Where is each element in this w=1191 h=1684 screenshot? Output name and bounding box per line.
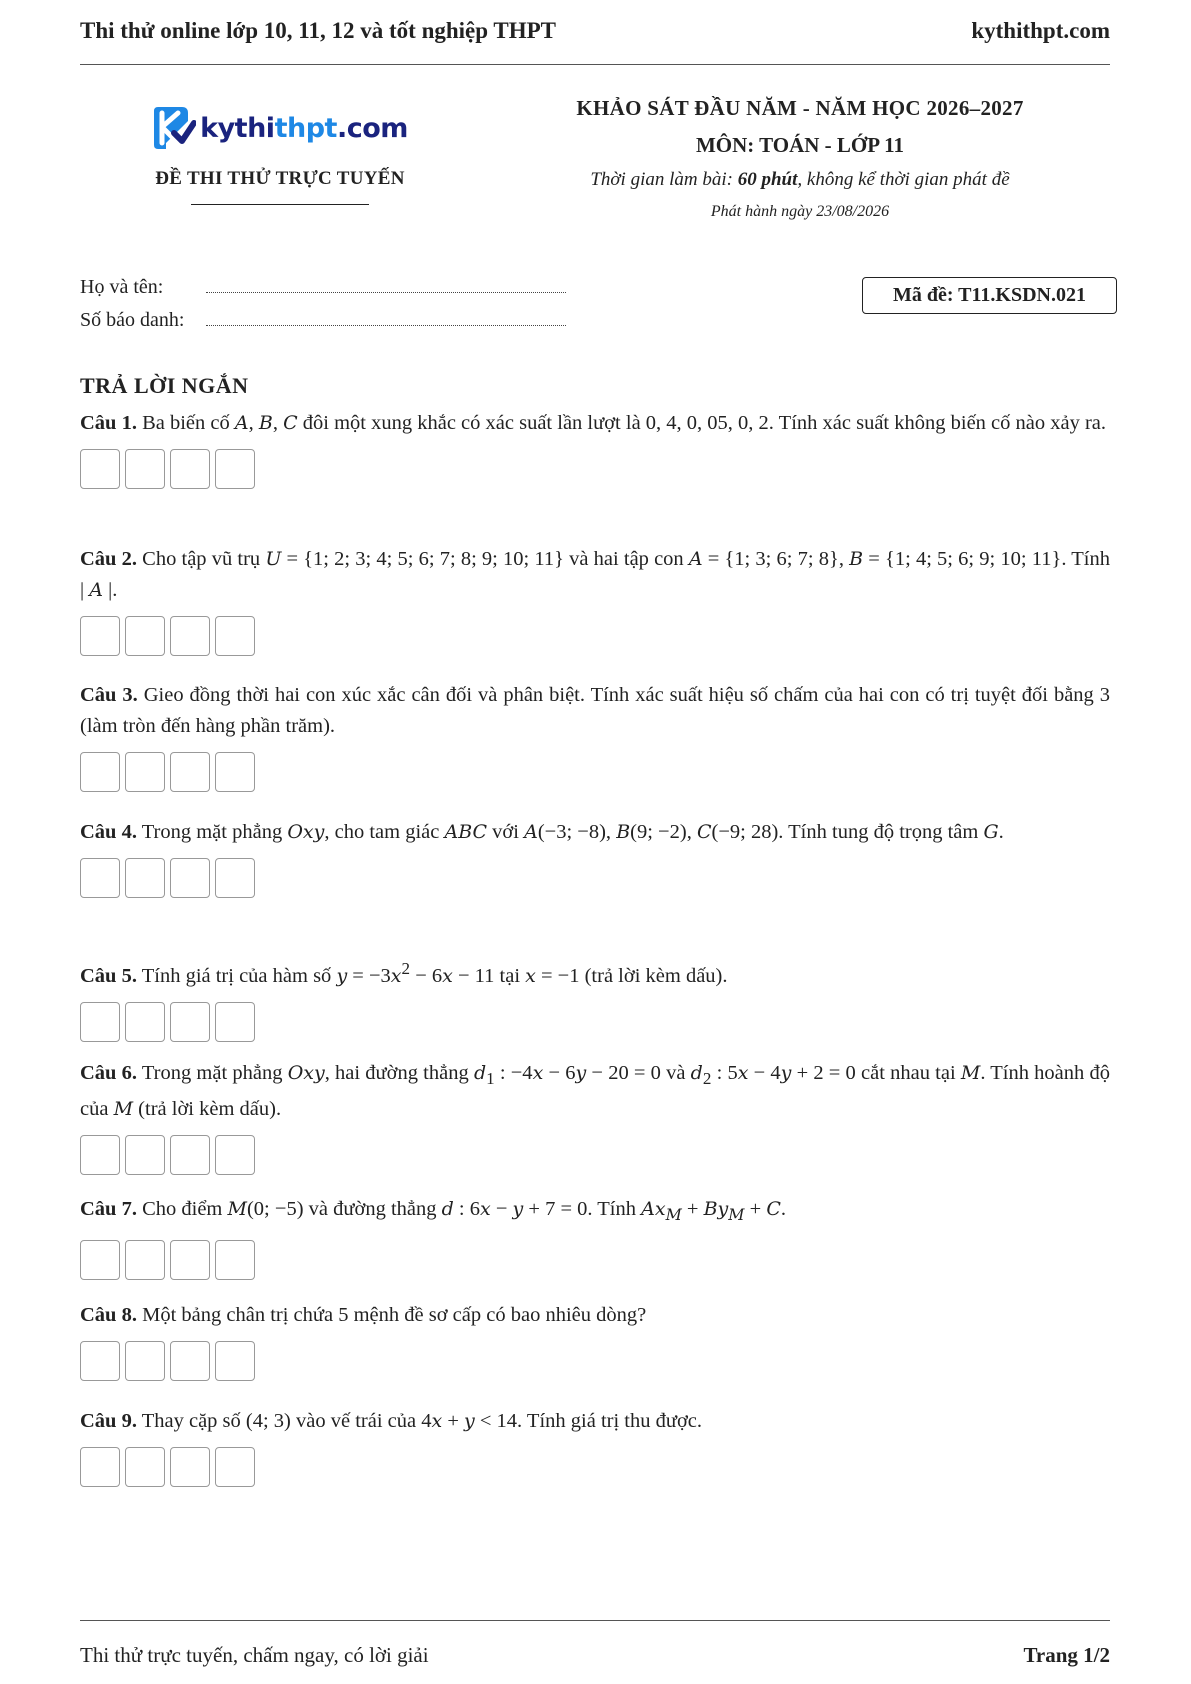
answer-boxes	[80, 1240, 1110, 1280]
question-body: Trong mặt phẳng Oxy, hai đường thẳng $d_1$ : −4x − 6y − 20 = 0 và $d_2$ : 5x − 4y + 2 = 0 cắt nhau tại M. Tính hoành độ của M (trả lời kèm dấu).	[80, 1062, 1110, 1121]
logo-wordmark: kythithpt.com	[200, 112, 408, 144]
answer-digit-box[interactable]	[215, 1135, 255, 1175]
brand-block	[140, 100, 420, 205]
answer-boxes	[80, 858, 1110, 898]
question-number: Câu 3.	[80, 684, 138, 706]
exam-title: KHẢO SÁT ĐẦU NĂM - NĂM HỌC 2026–2027	[576, 96, 1024, 120]
question-number: Câu 8.	[80, 1304, 137, 1326]
answer-boxes	[80, 1341, 1110, 1381]
exam-code-box: Mã đề: T11.KSDN.021	[862, 277, 1117, 314]
question-number: Câu 2.	[80, 548, 137, 570]
answer-digit-box[interactable]	[125, 1135, 165, 1175]
brand-divider	[191, 204, 369, 205]
answer-digit-box[interactable]	[170, 449, 210, 489]
question-text	[80, 953, 1110, 992]
question-body: Cho điểm M(0; −5) và đường thẳng d : 6x − y + 7 = 0. Tính $Ax_M + By_M + C$.	[136, 1198, 786, 1224]
question-text	[80, 544, 1110, 606]
answer-boxes	[80, 616, 1110, 656]
question-3	[80, 680, 1110, 792]
question-text	[80, 680, 1110, 742]
answer-digit-box[interactable]	[215, 1341, 255, 1381]
answer-boxes	[80, 1447, 1110, 1487]
answer-digit-box[interactable]	[215, 616, 255, 656]
page-number: Trang 1/2	[1023, 1643, 1110, 1667]
answer-digit-box[interactable]	[125, 1002, 165, 1042]
question-text	[80, 408, 1110, 439]
candidate-info	[80, 266, 566, 332]
exam-time: Thời gian làm bài: 60 phút, không kể thời gian phát đề	[590, 169, 1010, 190]
answer-digit-box[interactable]	[170, 1447, 210, 1487]
header-site-link[interactable]: kythithpt.com	[971, 18, 1110, 43]
question-body: Tính giá trị của hàm số $y = -3x^2 - 6x - 11$ tại x = −1 (trả lời kèm dấu).	[136, 959, 728, 987]
answer-digit-box[interactable]	[80, 1240, 120, 1280]
answer-boxes	[80, 449, 1110, 489]
question-6	[80, 1058, 1110, 1175]
question-text	[80, 817, 1110, 848]
question-text	[80, 1058, 1110, 1125]
answer-boxes	[80, 1135, 1110, 1175]
id-label: Số báo danh:	[80, 309, 185, 331]
question-text	[80, 1194, 1110, 1230]
question-9	[80, 1406, 1110, 1487]
answer-digit-box[interactable]	[170, 1240, 210, 1280]
question-number: Câu 1.	[80, 412, 137, 434]
header-left-text: Thi thử online lớp 10, 11, 12 và tốt nghiệp THPT	[80, 18, 556, 43]
answer-digit-box[interactable]	[170, 616, 210, 656]
answer-digit-box[interactable]	[170, 1135, 210, 1175]
question-body: Thay cặp số (4; 3) vào vế trái của 4x + y < 14. Tính giá trị thu được.	[136, 1410, 703, 1432]
question-text	[80, 1406, 1110, 1437]
answer-digit-box[interactable]	[215, 1002, 255, 1042]
question-body: Một bảng chân trị chứa 5 mệnh đề sơ cấp có bao nhiêu dòng?	[136, 1304, 647, 1326]
exam-release-date: Phát hành ngày 23/08/2026	[710, 203, 890, 220]
answer-digit-box[interactable]	[80, 1447, 120, 1487]
answer-digit-box[interactable]	[215, 1447, 255, 1487]
question-body: Trong mặt phẳng Oxy, cho tam giác ABC với A(−3; −8), B(9; −2), C(−9; 28). Tính tung độ trọng tâm G.	[136, 821, 1004, 843]
question-body: Cho tập vũ trụ U = {1; 2; 3; 4; 5; 6; 7; 8; 9; 10; 11} và hai tập con A = {1; 3; 6; 7; 8}, B = {1; 4; 5; 6; 9; 10; 11}. Tính | A |.	[80, 548, 1110, 601]
answer-digit-box[interactable]	[125, 752, 165, 792]
answer-boxes	[80, 752, 1110, 792]
question-number: Câu 5.	[80, 964, 137, 987]
question-4	[80, 817, 1110, 898]
answer-digit-box[interactable]	[170, 1341, 210, 1381]
logo	[140, 100, 420, 156]
answer-digit-box[interactable]	[80, 1341, 120, 1381]
answer-digit-box[interactable]	[80, 449, 120, 489]
question-2	[80, 544, 1110, 656]
question-body: Ba biến cố A, B, C đôi một xung khắc có xác suất lần lượt là 0, 4, 0, 05, 0, 2. Tính xác suất không biến cố nào xảy ra.	[136, 412, 1107, 434]
answer-digit-box[interactable]	[215, 858, 255, 898]
question-1	[80, 408, 1110, 489]
exam-heading	[530, 96, 1070, 221]
question-text	[80, 1300, 1110, 1331]
logo-icon	[152, 103, 196, 153]
answer-boxes	[80, 1002, 1110, 1042]
footer-tagline: Thi thử trực tuyến, chấm ngay, có lời giải	[80, 1643, 429, 1667]
answer-digit-box[interactable]	[80, 616, 120, 656]
id-field[interactable]	[206, 324, 566, 326]
page-header	[80, 18, 1110, 65]
question-8	[80, 1300, 1110, 1381]
answer-digit-box[interactable]	[170, 858, 210, 898]
name-label: Họ và tên:	[80, 276, 164, 298]
answer-digit-box[interactable]	[125, 1240, 165, 1280]
question-7	[80, 1194, 1110, 1280]
question-body: Gieo đồng thời hai con xúc xắc cân đối và phân biệt. Tính xác suất hiệu số chấm của hai con có trị tuyệt đối bằng 3 (làm tròn đến hàng phần trăm).	[80, 684, 1110, 737]
answer-digit-box[interactable]	[125, 1447, 165, 1487]
question-5	[80, 953, 1110, 1042]
answer-digit-box[interactable]	[125, 616, 165, 656]
answer-digit-box[interactable]	[215, 1240, 255, 1280]
name-field[interactable]	[206, 291, 566, 293]
answer-digit-box[interactable]	[80, 1002, 120, 1042]
brand-subtitle: ĐỀ THI THỬ TRỰC TUYẾN	[155, 168, 405, 189]
answer-digit-box[interactable]	[215, 449, 255, 489]
answer-digit-box[interactable]	[125, 858, 165, 898]
answer-digit-box[interactable]	[80, 1135, 120, 1175]
answer-digit-box[interactable]	[215, 752, 255, 792]
section-title: TRẢ LỜI NGẮN	[80, 373, 249, 398]
question-number: Câu 9.	[80, 1410, 137, 1432]
exam-subject: MÔN: TOÁN - LỚP 11	[695, 133, 905, 157]
answer-digit-box[interactable]	[80, 752, 120, 792]
answer-digit-box[interactable]	[170, 1002, 210, 1042]
answer-digit-box[interactable]	[170, 752, 210, 792]
answer-digit-box[interactable]	[80, 858, 120, 898]
answer-digit-box[interactable]	[125, 449, 165, 489]
question-number: Câu 6.	[80, 1062, 138, 1084]
question-number: Câu 7.	[80, 1198, 137, 1220]
page-footer	[80, 1620, 1110, 1668]
answer-digit-box[interactable]	[125, 1341, 165, 1381]
question-number: Câu 4.	[80, 821, 137, 843]
